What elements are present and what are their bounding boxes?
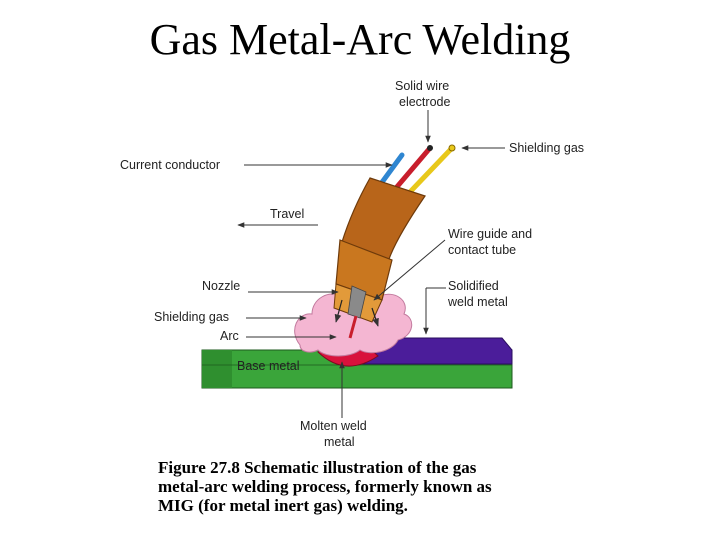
- label-solidified-1: Solidified: [448, 279, 499, 293]
- label-solidified-2: weld metal: [448, 295, 508, 309]
- label-solid-wire-electrode-1: Solid wire: [395, 79, 450, 93]
- figure-caption: [158, 458, 588, 515]
- label-shielding-gas-left: Shielding gas: [154, 310, 230, 324]
- slide-title: Gas Metal-Arc Welding: [149, 15, 571, 64]
- label-nozzle: Nozzle: [202, 279, 241, 293]
- label-travel: Travel: [270, 207, 305, 221]
- label-base-metal: Base metal: [237, 359, 300, 373]
- caption-line-2: metal-arc welding process, formerly known as: [158, 477, 492, 496]
- label-solid-wire-electrode-2: electrode: [399, 95, 451, 109]
- label-arc: Arc: [220, 329, 239, 343]
- label-current-conductor: Current conductor: [120, 158, 221, 172]
- label-wire-guide-1: Wire guide and: [448, 227, 533, 241]
- caption-line-1: Figure 27.8 Schematic illustration of the gas: [158, 458, 477, 477]
- label-molten-weld-metal-2: metal: [324, 435, 355, 449]
- label-molten-weld-metal-1: Molten weld: [300, 419, 367, 433]
- label-shielding-gas-top: Shielding gas: [509, 141, 585, 155]
- label-wire-guide-2: contact tube: [448, 243, 517, 257]
- caption-line-3: MIG (for metal inert gas) welding.: [158, 496, 408, 515]
